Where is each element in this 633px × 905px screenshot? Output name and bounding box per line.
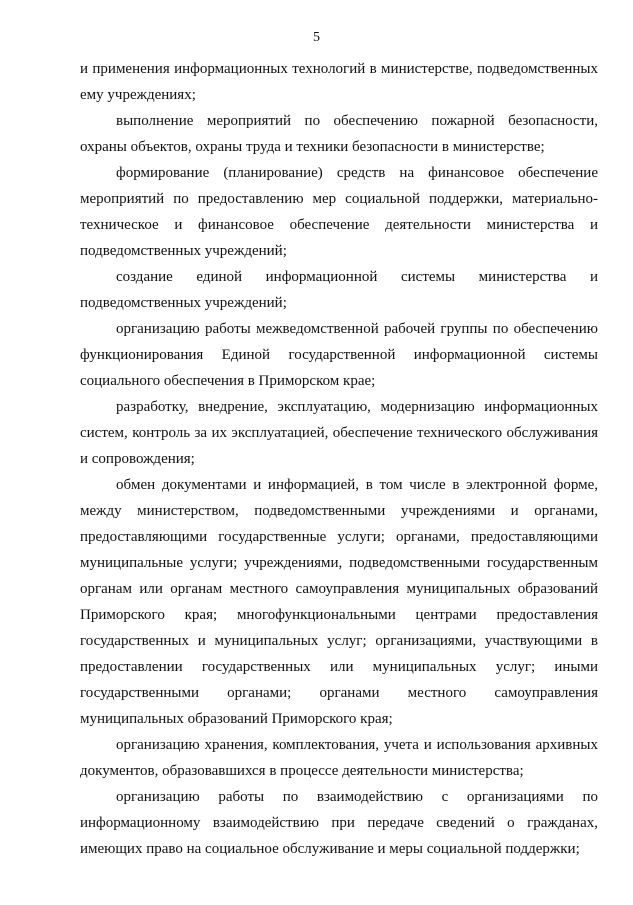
paragraph-9: организацию работы по взаимодействию с организациями по информационному взаимодействию при передаче сведений о гражданах, имеющих право на социальное обслуживание и меры социальной поддержки;	[80, 789, 598, 857]
page-number: 5	[313, 30, 320, 45]
paragraph-5: организацию работы межведомственной рабочей группы по обеспечению функционирования Единой государственной информационной системы социального обеспечения в Приморском крае;	[80, 321, 598, 389]
paragraph-6: разработку, внедрение, эксплуатацию, модернизацию информационных систем, контроль за их эксплуатацией, обеспечение технического обслуживания и сопровождения;	[80, 399, 598, 467]
paragraph-1: и применения информационных технологий в министерстве, подведомственных ему учреждениях;	[80, 61, 598, 103]
document-body	[80, 56, 598, 862]
paragraph-3: формирование (планирование) средств на финансовое обеспечение мероприятий по предоставлению мер социальной поддержки, материально-техническое и финансовое обеспечение деятельности министерства и подведомственных учреждений;	[80, 165, 598, 259]
paragraph-7: обмен документами и информацией, в том числе в электронной форме, между министерством, подведомственными учреждениями и органами, предоставляющими государственные услуги; органами, предоставляющими муниципальные услуги; учреждениями, подведомственными государственным органам или органам местного самоуправления муниципальных образований Приморского края; многофункциональными центрами предоставления государственных и муниципальных услуг; организациями, участвующими в предоставлении государственных или муниципальных услуг; иными государственными органами; органами местного самоуправления муниципальных образований Приморского края;	[80, 477, 598, 727]
paragraph-8: организацию хранения, комплектования, учета и использования архивных документов, образовавшихся в процессе деятельности министерства;	[80, 737, 598, 779]
paragraph-2: выполнение мероприятий по обеспечению пожарной безопасности, охраны объектов, охраны труда и техники безопасности в министерстве;	[80, 113, 598, 155]
paragraph-4: создание единой информационной системы министерства и подведомственных учреждений;	[80, 269, 598, 311]
